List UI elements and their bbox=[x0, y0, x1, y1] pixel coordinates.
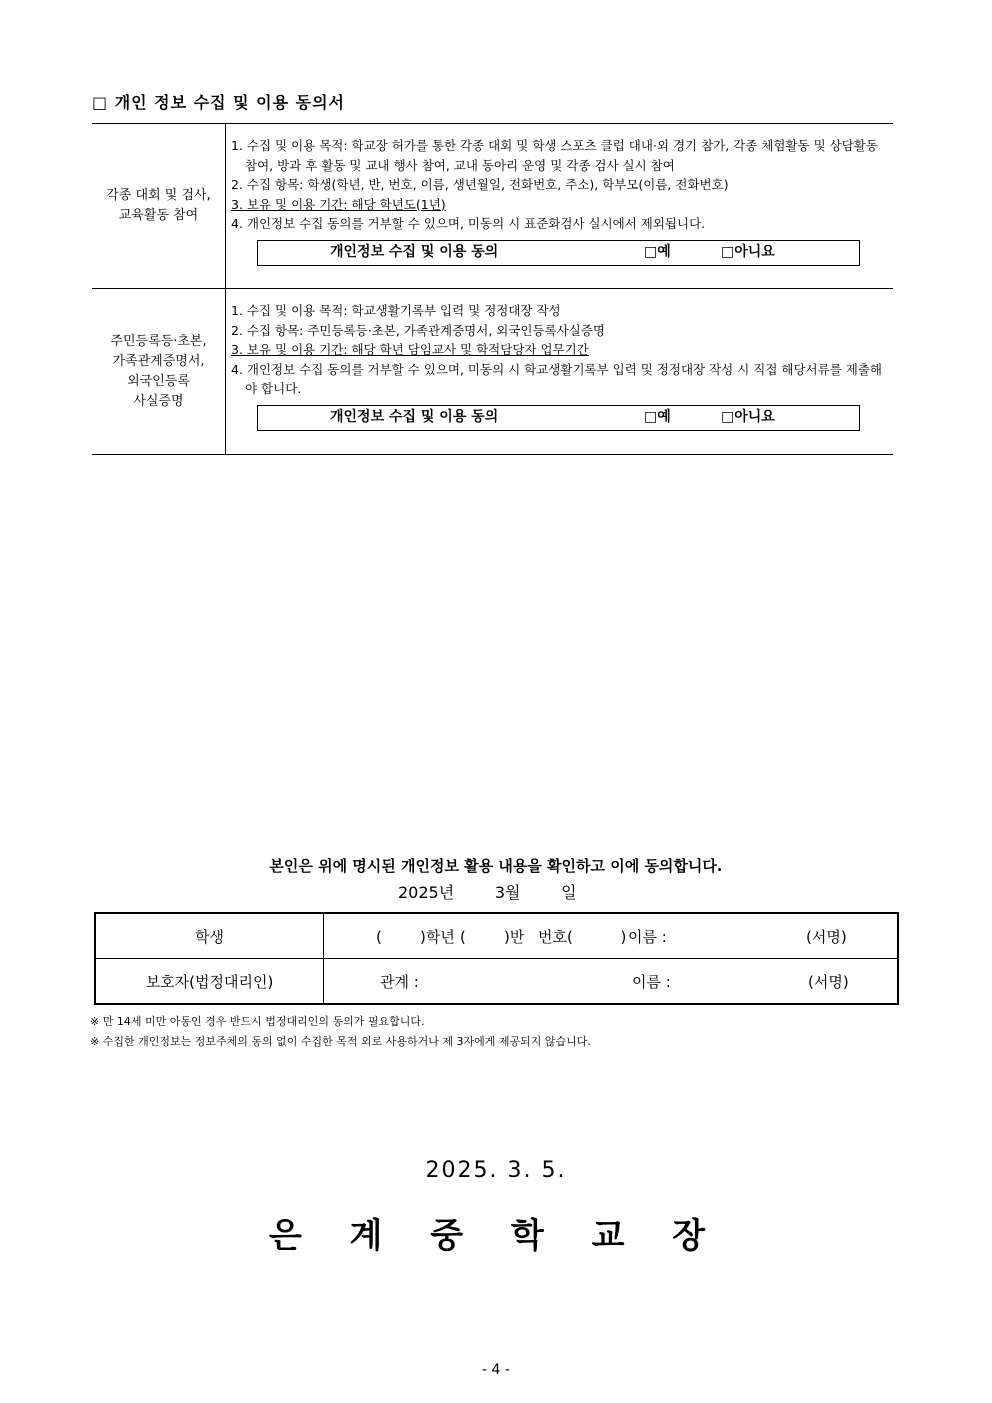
consent-item: 1. 수집 및 이용 목적: 학교장 허가를 통한 각종 대회 및 학생 스포츠 클럽 대내·외 경기 참가, 각종 체험활동 및 상담활동 참여, 방과 후 활동 및 교내 행사 참여, 교내 동아리 운영 및 각종 검사 실시 참여 bbox=[231, 138, 878, 173]
date-line: 2025년 3월 일 bbox=[398, 883, 577, 902]
guardian-sign-field[interactable]: (서명) bbox=[808, 973, 849, 991]
agree-yes-checkbox[interactable]: □예 bbox=[644, 243, 671, 260]
consent-table bbox=[92, 123, 893, 455]
consent-row-label-text: 각종 대회 및 검사, 교육활동 참여 bbox=[106, 188, 211, 223]
student-sign-field[interactable]: (서명) bbox=[806, 928, 847, 946]
consent-row-content bbox=[226, 124, 893, 288]
consent-item: 2. 수집 항목: 주민등록등·초본, 가족관계증명서, 외국인등록사실증명 bbox=[231, 322, 605, 338]
consent-item: 4. 개인정보 수집 동의를 거부할 수 있으며, 미동의 시 학교생활기록부 입력 및 정정대장 작성 시 직접 해당서류를 제출해야 합니다. bbox=[231, 361, 882, 396]
agree-yes-checkbox[interactable]: □예 bbox=[644, 408, 671, 425]
guardian-label: 보호자(법정대리인) bbox=[96, 959, 324, 1003]
consent-row-documents bbox=[92, 288, 893, 454]
consent-row-activities bbox=[92, 124, 893, 288]
declaration: 본인은 위에 명시된 개인정보 활용 내용을 확인하고 이에 동의합니다. bbox=[269, 857, 723, 875]
consent-item-retention: 3. 보유 및 이용 기간: 해당 학년 담임교사 및 학적담당자 업무기간 bbox=[231, 342, 589, 357]
student-name-field[interactable]: 이름 : bbox=[628, 928, 667, 946]
agree-no-checkbox[interactable]: □아니요 bbox=[721, 243, 775, 260]
relation-field[interactable]: 관계 : bbox=[380, 973, 419, 991]
note-usage: ※ 수집한 개인정보는 정보주체의 동의 없이 수집한 목적 외로 사용하거나 제 3자에게 제공되지 않습니다. bbox=[90, 1035, 591, 1048]
guardian-name-field[interactable]: 이름 : bbox=[632, 973, 671, 991]
agree-label: 개인정보 수집 및 이용 동의 bbox=[330, 408, 499, 425]
consent-item-retention: 3. 보유 및 이용 기간: 해당 학년도(1년) bbox=[231, 196, 446, 212]
student-label: 학생 bbox=[96, 914, 324, 958]
consent-item: 1. 수집 및 이용 목적: 학교생활기록부 입력 및 정정대장 작성 bbox=[231, 303, 561, 318]
agree-box bbox=[257, 240, 860, 266]
section-title: □ 개인 정보 수집 및 이용 동의서 bbox=[92, 93, 346, 112]
school-principal: 은 계 중 학 교 장 bbox=[268, 1216, 724, 1256]
consent-row-label bbox=[92, 289, 226, 454]
agree-no-checkbox[interactable]: □아니요 bbox=[721, 408, 775, 425]
grade-field[interactable]: ( )학년 bbox=[376, 928, 455, 946]
issue-date: 2025. 3. 5. bbox=[425, 1158, 567, 1183]
number-field[interactable]: 번호( ) bbox=[538, 928, 627, 946]
consent-item: 2. 수집 항목: 학생(학년, 반, 번호, 이름, 생년월일, 전화번호, 주소), 학부모(이름, 전화번호) bbox=[231, 177, 729, 192]
guardian-fields bbox=[324, 959, 897, 1003]
consent-row-label bbox=[92, 124, 226, 288]
agree-label: 개인정보 수집 및 이용 동의 bbox=[330, 243, 499, 260]
page-number: - 4 - bbox=[482, 1362, 510, 1378]
consent-item: 4. 개인정보 수집 동의를 거부할 수 있으며, 미동의 시 표준화검사 실시에서 제외됩니다. bbox=[231, 216, 706, 231]
student-fields bbox=[324, 914, 897, 958]
agree-box bbox=[257, 405, 860, 431]
note-age: ※ 만 14세 미만 아동인 경우 반드시 법정대리인의 동의가 필요합니다. bbox=[90, 1015, 425, 1028]
class-field[interactable]: ( )반 bbox=[460, 928, 525, 946]
signature-table bbox=[94, 912, 899, 1005]
consent-row-label-text: 주민등록등·초본, 가족관계증명서, 외국인등록 사실증명 bbox=[110, 333, 207, 409]
consent-row-content bbox=[226, 289, 893, 454]
student-row bbox=[96, 914, 897, 958]
guardian-row bbox=[96, 958, 897, 1003]
